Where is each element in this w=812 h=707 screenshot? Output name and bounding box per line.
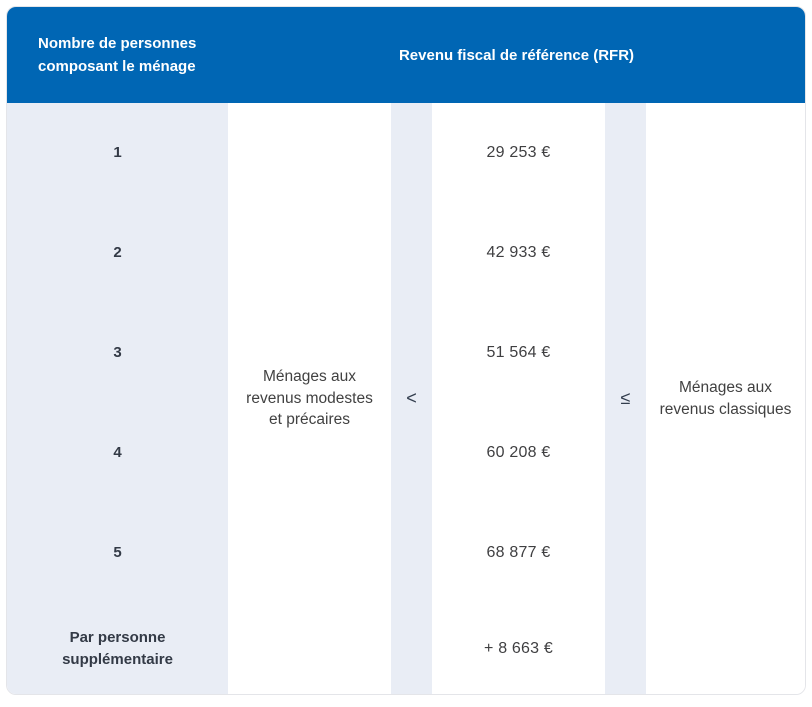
household-size-label: 2 [113, 244, 122, 261]
header-household-size-label: Nombre de personnes composant le ménage [38, 35, 197, 75]
rfr-threshold-value: 51 564 € [486, 344, 551, 361]
table-row [7, 603, 228, 694]
operator-column-right [605, 103, 646, 694]
header-household-size [7, 7, 228, 103]
rfr-threshold-value: + 8 663 € [484, 639, 553, 657]
table-row [7, 203, 228, 303]
category-classic-households-label: Ménages aux revenus classiques [659, 379, 792, 418]
table-body [7, 103, 805, 694]
rfr-threshold-value: 68 877 € [486, 544, 551, 561]
rfr-threshold-value: 42 933 € [486, 244, 551, 261]
table-row [432, 203, 605, 303]
table-row [432, 403, 605, 503]
rfr-threshold-value: 29 253 € [486, 144, 551, 161]
household-size-label: 3 [113, 344, 122, 361]
household-size-column [7, 103, 228, 694]
household-size-label: 5 [113, 544, 122, 561]
table-row [7, 503, 228, 603]
category-modest-households-label: Ménages aux revenus modestes et précaires [246, 368, 373, 429]
header-rfr-label: Revenu fiscal de référence (RFR) [398, 46, 635, 64]
less-than-symbol: < [406, 388, 417, 408]
rfr-table [6, 6, 806, 695]
table-row [432, 603, 605, 694]
table-row [7, 103, 228, 203]
rfr-threshold-value: 60 208 € [486, 444, 551, 461]
rfr-threshold-column [432, 103, 605, 694]
household-size-label: 4 [113, 444, 122, 461]
less-than-or-equal-symbol: ≤ [620, 388, 631, 408]
household-size-label: 1 [113, 144, 122, 161]
table-row [7, 403, 228, 503]
header-rfr [228, 7, 805, 103]
table-row [432, 303, 605, 403]
table-row [432, 103, 605, 203]
operator-column-left [391, 103, 432, 694]
table-row [7, 303, 228, 403]
category-modest-households [228, 103, 391, 694]
category-classic-households [646, 103, 805, 694]
table-header-row [7, 7, 805, 103]
table-row [432, 503, 605, 603]
household-size-label: Par personne supplémentaire [62, 628, 173, 668]
